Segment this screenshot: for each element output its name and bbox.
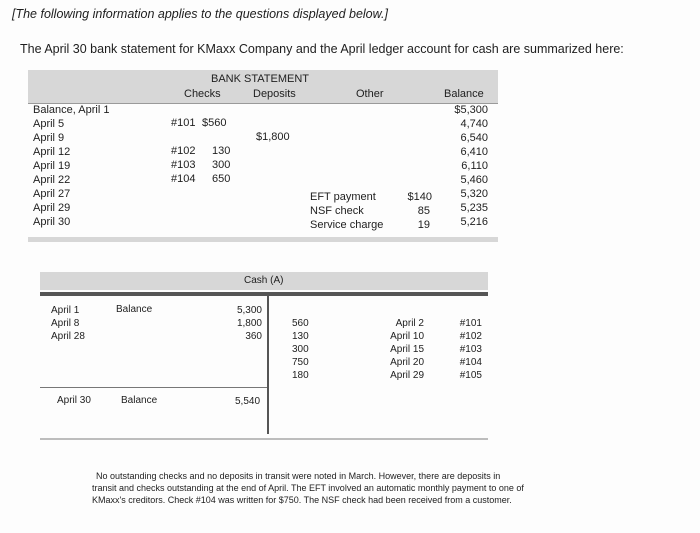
check-no: #103 bbox=[171, 159, 196, 171]
column-deposits: Deposits bbox=[253, 88, 296, 100]
table-row-balance: $5,300 bbox=[454, 104, 488, 116]
ledger-title: Cash (A) bbox=[244, 275, 284, 286]
ledger-credit-refs bbox=[444, 317, 482, 382]
table-row-balance: 5,460 bbox=[460, 174, 488, 186]
list-item: 560 bbox=[292, 318, 309, 329]
list-item: #103 bbox=[459, 344, 482, 355]
ledger-credit-amounts bbox=[292, 317, 309, 382]
list-item: April 20 bbox=[390, 357, 424, 368]
table-row-date: April 27 bbox=[33, 188, 71, 200]
ledger-debit-amounts bbox=[214, 304, 262, 343]
ledger-credit-dates bbox=[374, 317, 424, 382]
check-amount: 130 bbox=[212, 145, 231, 157]
table-row-date: April 19 bbox=[33, 160, 71, 172]
check-amount: 650 bbox=[212, 173, 231, 185]
ledger-top-rule bbox=[40, 292, 488, 296]
list-item: #102 bbox=[459, 331, 482, 342]
list-item: April 15 bbox=[390, 344, 424, 355]
other-amount: 85 bbox=[417, 205, 430, 217]
list-item: 750 bbox=[292, 357, 309, 368]
table-row-date: April 22 bbox=[33, 174, 71, 186]
check-amount: $560 bbox=[202, 117, 227, 129]
list-item: April 2 bbox=[395, 318, 424, 329]
column-checks: Checks bbox=[184, 88, 221, 100]
table-row-balance: 5,235 bbox=[460, 202, 488, 214]
list-item: #105 bbox=[459, 370, 482, 381]
other-amount: 19 bbox=[417, 219, 430, 231]
bank-statement-title: BANK STATEMENT bbox=[211, 73, 309, 85]
table-row-date: April 5 bbox=[33, 118, 65, 130]
ledger-total-rule bbox=[40, 387, 267, 388]
list-item: 5,300 bbox=[236, 305, 262, 316]
table-row-balance: 5,216 bbox=[460, 216, 488, 228]
intro-text: The April 30 bank statement for KMaxx Company and the April ledger account for cash are summarized here: bbox=[20, 42, 624, 56]
footnote-line: No outstanding checks and no deposits in transit were noted in March. However, there are deposits in bbox=[96, 471, 501, 481]
ledger-divider bbox=[267, 296, 269, 434]
list-item: 360 bbox=[245, 331, 262, 342]
ledger-bottom-rule bbox=[40, 438, 488, 440]
footnote-line: transit and checks outstanding at the end of April. The EFT involved an automatic monthly payment to one of bbox=[92, 483, 524, 493]
header-note: [The following information applies to the questions displayed below.] bbox=[12, 7, 388, 21]
other-amount: $140 bbox=[407, 191, 432, 203]
footnote-line: KMaxx's creditors. Check #104 was written for $750. The NSF check had been received from a customer. bbox=[92, 495, 512, 505]
list-item: April 29 bbox=[390, 370, 424, 381]
list-item: 180 bbox=[292, 370, 309, 381]
list-item: #104 bbox=[459, 357, 482, 368]
ledger-ending-date: April 30 bbox=[57, 395, 91, 406]
table-row-date: April 30 bbox=[33, 216, 71, 228]
list-item: 130 bbox=[292, 331, 309, 342]
table-row-date: April 9 bbox=[33, 132, 65, 144]
other-label: Service charge bbox=[310, 219, 384, 231]
table-row-balance: 6,110 bbox=[461, 160, 488, 172]
check-no: #102 bbox=[171, 145, 196, 157]
list-item: April 28 bbox=[51, 331, 85, 342]
ledger-ending-amount: 5,540 bbox=[235, 396, 261, 407]
table-row-date: Balance, April 1 bbox=[33, 104, 110, 116]
balance-column bbox=[420, 103, 488, 229]
ledger-opening-balance-label: Balance bbox=[116, 304, 153, 315]
footnote bbox=[0, 470, 700, 506]
table-row-balance: 4,740 bbox=[460, 118, 488, 130]
list-item: 1,800 bbox=[236, 318, 262, 329]
ledger-debit-dates bbox=[51, 304, 85, 343]
table-row-date: April 29 bbox=[33, 202, 71, 214]
other-label: NSF check bbox=[310, 205, 364, 217]
other-label: EFT payment bbox=[310, 191, 376, 203]
table-row-balance: 6,540 bbox=[460, 132, 488, 144]
list-item: #101 bbox=[459, 318, 482, 329]
check-amount: 300 bbox=[212, 159, 231, 171]
list-item: April 8 bbox=[51, 318, 80, 329]
table-row-balance: 5,320 bbox=[460, 188, 488, 200]
check-no: #101 bbox=[171, 117, 196, 129]
table-row-balance: 6,410 bbox=[460, 146, 488, 158]
column-other: Other bbox=[356, 88, 384, 100]
list-item: April 10 bbox=[390, 331, 424, 342]
table-row-date: April 12 bbox=[33, 146, 71, 158]
list-item: April 1 bbox=[51, 305, 80, 316]
date-column bbox=[33, 103, 109, 229]
bank-statement-bottom-rule bbox=[28, 237, 498, 242]
check-no: #104 bbox=[171, 173, 196, 185]
ledger-ending-label: Balance bbox=[121, 395, 158, 406]
column-balance: Balance bbox=[444, 88, 484, 100]
deposit-amount: $1,800 bbox=[256, 131, 290, 143]
list-item: 300 bbox=[292, 344, 309, 355]
